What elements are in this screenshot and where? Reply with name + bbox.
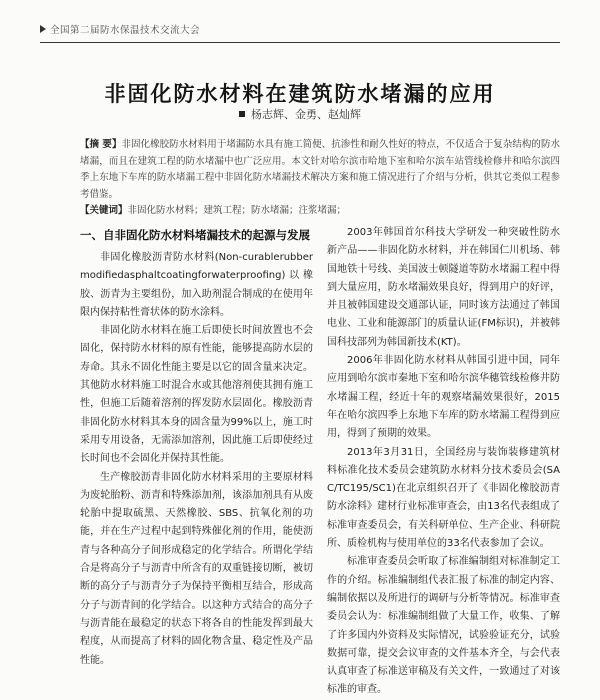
abstract-label: 【摘 要】 xyxy=(80,139,122,150)
body-paragraph: 非固化橡胶沥青防水材料(Non-curablerubbermodifiedasphaltcoatingforwaterproofing)以橡胶、沥青为主要组份，加入助剂混合制成的在使用年限内保持粘性膏状体的防水涂料。 xyxy=(80,252,313,318)
abstract-text: 非固化橡胶防水材料用于堵漏防水具有施工简便、抗渗性和耐久性好的特点，不仅适合于复杂结构的防水堵漏，而且在建筑工程的防水堵漏中也广泛应用。本文针对哈尔滨市哈地下室和哈尔滨车站管线检修井和哈尔滨四季上东地下车库的防水堵漏工程中非固化防水堵漏技术解决方案和施工情况进行了介绍与分析，供其它类似工程参考借鉴。 xyxy=(80,139,560,200)
keywords-paragraph xyxy=(80,203,560,220)
running-head xyxy=(40,22,200,36)
authors-text: 杨志辉、金勇、赵灿辉 xyxy=(251,108,361,121)
square-bullet-icon xyxy=(239,111,245,117)
body-paragraph: 2006年非固化防水材料从韩国引进中国，同年应用到哈尔滨市秦地下室和哈尔滨华穗管线检修井防水堵漏工程，经近十年的观察堵漏效果很好，2015年在哈尔滨四季上东地下车库的防水堵漏工程得到应用，得到了预期的效果。 xyxy=(327,355,560,440)
running-head-text: 全国第二届防水保温技术交流大会 xyxy=(50,25,201,36)
body-paragraph: 2013年3月31日，全国经房与装饰装修建筑材料标准化技术委员会建筑防水材料分技术委员会(SAC/TC195/SC1)在北京组织召开了《非固化橡胶沥青防水涂料》建材行业标准审查会，由13名代表组成了标准审查委员会，有关科研单位、生产企业、科研院所、质检机构与使用单位的33名代表参加了会议。 xyxy=(327,446,560,550)
body-paragraph: 2003年韩国首尔科技大学研发一种突破性防水新产品——非固化防水材料，并在韩国仁川机场、韩国地铁十号线、美国波士顿隧道等防水堵漏工程中得到大量应用，防水堵漏效果良好，得到用户的好评，并且被韩国建设交通部认证，同时该方法通过了韩国电业、工业和能源部门的质量认证(FM标识)，并被韩国科技部列为韩国新技术(KT)。 xyxy=(327,227,560,348)
header-rule xyxy=(40,42,560,43)
body-paragraph: 标准审查委员会听取了标准编制组对标准制定工作的介绍。标准编制组代表汇报了标准的制定内容、编制依据以及所进行的调研与分析等情况。标准审查委员会认为：标准编制组做了大量工作，收集、了解了许多国内外资料及实际情况，试验验证充分，试验数据可靠，提交会议审查的文件基本齐全，与会代表认真审查了标准送审稿及有关文件，一致通过了对该标准的审查。 xyxy=(327,556,560,696)
keywords-label: 【关键词】 xyxy=(80,205,128,216)
section-heading: 一、自非固化防水材料堵漏技术的起源与发展 xyxy=(80,228,310,242)
abstract-block xyxy=(80,137,560,220)
left-column xyxy=(80,224,313,700)
abstract-paragraph xyxy=(80,137,560,203)
triangle-marker-icon xyxy=(40,25,46,33)
body-columns xyxy=(80,224,560,700)
body-paragraph: 生产橡胶沥青非固化防水材料采用的主要原材料为废轮胎粉、沥青和特殊添加剂，该添加剂具有从废轮胎中提取硫黑、天然橡胶、SBS、抗氧化剂的功能，并在生产过程中起到特殊催化剂的作用，能使沥青与各种高分子间形成稳定的化学结合。所谓化学结合是将高分子与沥青中所含有的双重链接切断，被切断的高分子与沥青分子为保持平衡相互结合，形成高分子与沥青间的化学结合。以这种方式结合的高分子与沥青能在最稳定的状态下将各自的性能发挥到最大程度，从而提高了材料的固化物含量、稳定性及产品性能。 xyxy=(80,471,313,666)
author-line xyxy=(0,106,600,122)
right-column xyxy=(327,224,560,700)
body-paragraph: 非固化防水材料在施工后即使长时间放置也不会固化，保持防水材料的原有性能，能够提高防水层的寿命。其永不固化性能主要是以它的固含量来决定。其他防水材料施工时混合水或其他溶剂使其拥有施工性，但施工后随着溶剂的挥发防水层固化。橡胶沥青非固化防水材料其本身的固含量为99%以上，施工时采用专用设备，无需添加溶剂，因此施工后即使经过长时间也不会固化并保持其性能。 xyxy=(80,325,313,465)
keywords-text: 非固化防水材料；建筑工程；防水堵漏；注浆堵漏； xyxy=(127,205,347,216)
article-title: 非固化防水材料在建筑防水堵漏的应用 xyxy=(104,82,496,106)
